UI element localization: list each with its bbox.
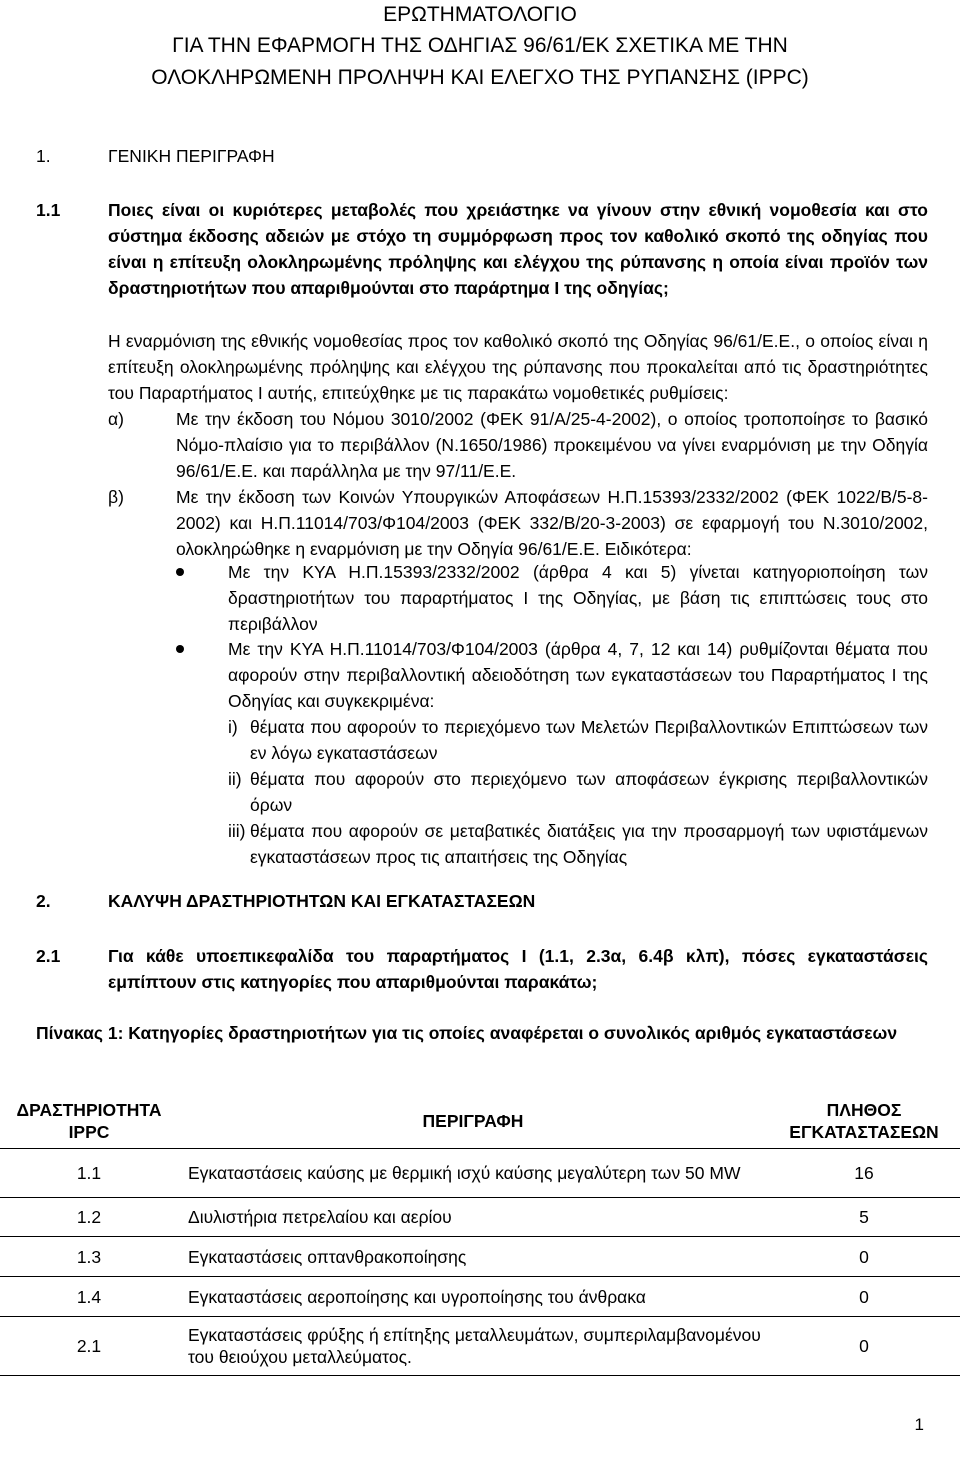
answer-intro: Η εναρμόνιση της εθνικής νομοθεσίας προς τον καθολικό σκοπό της Οδηγίας 96/61/Ε.Ε., ο οποίος είναι η επίτευξη ολοκληρωμένης πρόληψης και ελέγχου της ρύπανσης που προκαλείται από τις δραστηριότητες του Παραρτήματος Ι αυτής, επιτεύχθηκε με τις παρακάτω νομοθετικές ρυθμίσεις: (108, 331, 928, 403)
section1-title: ΓΕΝΙΚΗ ΠΕΡΙΓΡΑΦΗ (108, 146, 275, 166)
table-caption: Πίνακας 1: Κατηγορίες δραστηριοτήτων για τις οποίες αναφέρεται ο συνολικός αριθμός εγκαταστάσεων (36, 1023, 898, 1043)
row-description: Διυλιστήρια πετρελαίου και αερίου (178, 1198, 768, 1237)
header-activity (0, 1094, 178, 1149)
row-count: 16 (768, 1149, 960, 1198)
table-row (0, 1198, 960, 1237)
sub-item-iii-label: iii) (228, 821, 246, 841)
question-1-1-number: 1.1 (36, 200, 61, 220)
question-2-1-text: Για κάθε υποεπικεφαλίδα του παραρτήματος Ι (1.1, 2.3α, 6.4β κλπ), πόσες εγκαταστάσεις εμπίπτουν στις κατηγορίες που απαριθμούνται παρακάτω; (108, 946, 928, 992)
header-description: ΠΕΡΙΓΡΑΦΗ (178, 1094, 768, 1149)
header-count-line2: ΕΓΚΑΤΑΣΤΑΣΕΩΝ (789, 1122, 939, 1142)
table-row (0, 1237, 960, 1277)
document-title: ΕΡΩΤΗΜΑΤΟΛΟΓΙΟ (383, 3, 577, 26)
question-2-1-number: 2.1 (36, 946, 61, 966)
item-b-label: β) (108, 487, 124, 507)
row-code: 2.1 (0, 1317, 178, 1376)
row-description: Εγκαταστάσεις αεροποίησης και υγροποίησης του άνθρακα (178, 1277, 768, 1317)
item-b-text: Με την έκδοση των Κοινών Υπουργικών Αποφάσεων Η.Π.15393/2332/2002 (ΦΕΚ 1022/Β/5-8-2002) και Η.Π.11014/703/Φ104/2003 (ΦΕΚ 332/Β/20-3-2003) σε εφαρμογή του Ν.3010/2002, ολοκληρώθηκε η εναρμόνιση με την Οδηγία 96/61/Ε.Ε. Ειδικότερα: (176, 487, 928, 559)
bullet-dot (176, 645, 184, 653)
sub-item-i-text: θέματα που αφορούν το περιεχόμενο των Μελετών Περιβαλλοντικών Επιπτώσεων των εν λόγω εγκαταστάσεων (250, 717, 928, 763)
row-description: Εγκαταστάσεις οπτανθρακοποίησης (178, 1237, 768, 1277)
table-row (0, 1277, 960, 1317)
header-count-line1: ΠΛΗΘΟΣ (826, 1100, 902, 1120)
categories-table (0, 1094, 960, 1376)
item-a-text: Με την έκδοση του Νόμου 3010/2002 (ΦΕΚ 91/Α/25-4-2002), ο οποίος τροποποίησε το βασικό Νόμο-πλαίσιο για το περιβάλλον (Ν.1650/1986) προκειμένου να γίνει εναρμόνιση με την Οδηγία 96/61/Ε.Ε. και παράλληλα με την 97/11/Ε.Ε. (176, 409, 928, 481)
row-description: Εγκαταστάσεις καύσης με θερμική ισχύ καύσης μεγαλύτερη των 50 MW (178, 1149, 768, 1198)
item-a-label: α) (108, 409, 124, 429)
section2-title: ΚΑΛΥΨΗ ΔΡΑΣΤΗΡΙΟΤΗΤΩΝ ΚΑΙ ΕΓΚΑΤΑΣΤΑΣΕΩΝ (108, 891, 536, 911)
header-activity-line2: IPPC (68, 1122, 110, 1142)
row-count: 5 (768, 1198, 960, 1237)
bullet-2-text: Με την ΚΥΑ Η.Π.11014/703/Φ104/2003 (άρθρα 4, 7, 12 και 14) ρυθμίζονται θέματα που αφορούν στην περιβαλλοντική αδειοδότηση των εγκαταστάσεων του Παραρτήματος Ι της Οδηγίας και συγκεκριμένα: (228, 639, 928, 711)
section1-number: 1. (36, 146, 51, 166)
section2-number: 2. (36, 891, 51, 911)
header-count (768, 1094, 960, 1149)
row-code: 1.1 (0, 1149, 178, 1198)
row-code: 1.3 (0, 1237, 178, 1277)
row-count: 0 (768, 1317, 960, 1376)
table-row (0, 1149, 960, 1198)
page-number: 1 (914, 1415, 924, 1434)
sub-item-ii-text: θέματα που αφορούν στο περιεχόμενο των αποφάσεων έγκρισης περιβαλλοντικών όρων (250, 769, 928, 815)
bullet-dot (176, 568, 184, 576)
table-header-row (0, 1094, 960, 1149)
table-row (0, 1317, 960, 1376)
document-subtitle-line1: ΓΙΑ ΤΗΝ ΕΦΑΡΜΟΓΗ ΤΗΣ ΟΔΗΓΙΑΣ 96/61/ΕΚ ΣΧΕΤΙΚΑ ΜΕ ΤΗΝ (172, 34, 788, 57)
row-code: 1.2 (0, 1198, 178, 1237)
question-1-1-text: Ποιες είναι οι κυριότερες μεταβολές που χρειάστηκε να γίνουν στην εθνική νομοθεσία και στο σύστημα έκδοσης αδειών με στόχο τη συμμόρφωση προς τον καθολικό σκοπό της οδηγίας που είναι η επίτευξη ολοκληρωμένης πρόληψης και ελέγχου της ρύπανσης η οποία είναι προϊόν των δραστηριοτήτων που απαριθμούνται στο παράρτημα Ι της οδηγίας; (108, 200, 928, 298)
row-count: 0 (768, 1237, 960, 1277)
bullet-1-text: Με την ΚΥΑ Η.Π.15393/2332/2002 (άρθρα 4 και 5) γίνεται κατηγοριοποίηση των δραστηριοτήτων του παραρτήματος Ι της Οδηγίας, με βάση τις επιπτώσεις τους στο περιβάλλον (228, 562, 928, 634)
sub-item-ii-label: ii) (228, 769, 242, 789)
header-activity-line1: ΔΡΑΣΤΗΡΙΟΤΗΤΑ (16, 1100, 162, 1120)
sub-item-iii-text: θέματα που αφορούν σε μεταβατικές διατάξεις για την προσαρμογή των υφιστάμενων εγκαταστάσεων προς τις απαιτήσεις της Οδηγίας (250, 821, 928, 867)
document-subtitle-line2: ΟΛΟΚΛΗΡΩΜΕΝΗ ΠΡΟΛΗΨΗ ΚΑΙ ΕΛΕΓΧΟ ΤΗΣ ΡΥΠΑΝΣΗΣ (IPPC) (151, 66, 809, 89)
row-description: Εγκαταστάσεις φρύξης ή επίτηξης μεταλλευμάτων, συμπεριλαμβανομένου του θειούχου μεταλλεύματος. (178, 1317, 768, 1376)
sub-item-i-label: i) (228, 717, 238, 737)
row-count: 0 (768, 1277, 960, 1317)
row-code: 1.4 (0, 1277, 178, 1317)
